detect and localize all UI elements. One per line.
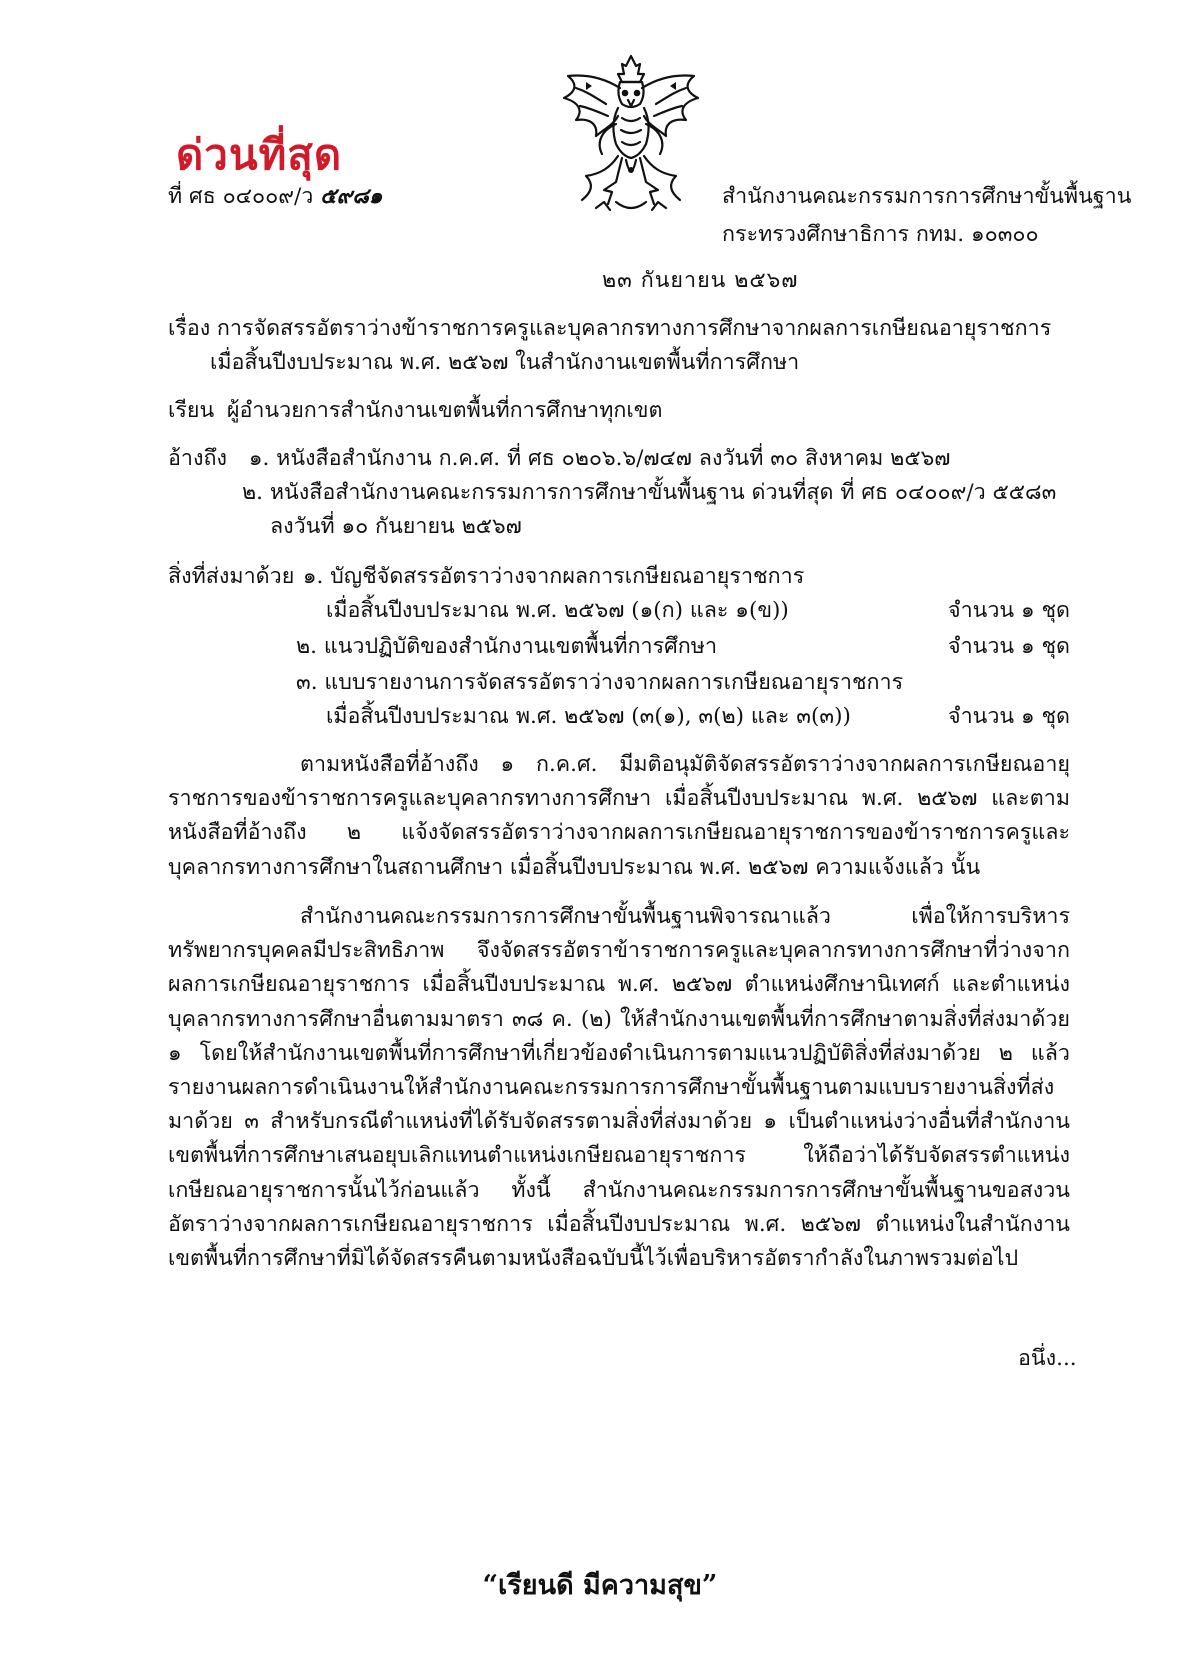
- enclosure-item3-line1: ๓. แบบรายงานการจัดสรรอัตราว่างจากผลการเกษียณอายุราชการ: [296, 670, 904, 695]
- enclosure-item1-qty: จำนวน ๑ ชุด: [947, 598, 1070, 623]
- issuing-org-line2: กระทรวงศึกษาธิการ กทม. ๑๐๓๐๐: [722, 222, 1039, 247]
- reference-item1: ๑. หนังสือสำนักงาน ก.ค.ศ. ที่ ศธ ๐๒๐๖.๖/๗๔๗ ลงวันที่ ๓๐ สิงหาคม ๒๕๖๗: [248, 446, 951, 471]
- footer-slogan: “เรียนดี มีความสุข”: [482, 1570, 718, 1601]
- reference-item2-line2: ลงวันที่ ๑๐ กันยายน ๒๕๖๗: [270, 514, 522, 539]
- subject-text-line1: การจัดสรรอัตราว่างข้าราชการครูและบุคลากรทางการศึกษาจากผลการเกษียณอายุราชการ: [216, 316, 1052, 341]
- enclosure-item3-qty: จำนวน ๑ ชุด: [947, 704, 1070, 729]
- enclosure-item2-qty: จำนวน ๑ ชุด: [947, 634, 1070, 659]
- body-paragraph1: [168, 748, 1070, 885]
- enclosure-item1-line2: เมื่อสิ้นปีงบประมาณ พ.ศ. ๒๕๖๗ (๑(ก) และ ๑(ข)): [326, 598, 789, 623]
- body-paragraph1-block: [168, 748, 1070, 885]
- body-paragraph1-text: ตามหนังสือที่อ้างถึง ๑ ก.ค.ศ. มีมติอนุมัติจัดสรรอัตราว่างจากผลการเกษียณอายุราชการของข้าราชการครูและบุคลากรทางการศึกษา เมื่อสิ้นปีงบประมาณ พ.ศ. ๒๕๖๗ และตามหนังสือที่อ้างถึง ๒ แจ้งจัดสรรอัตราว่างจากผลการเกษียณอายุราชการของข้าราชการครูและบุคลากรทางการศึกษาในสถานศึกษา เมื่อสิ้นปีงบประมาณ พ.ศ. ๒๕๖๗ ความแจ้งแล้ว นั้น: [168, 752, 1070, 880]
- garuda-emblem-icon: [556, 52, 706, 220]
- document-number-handwritten: ๕๙๘๑: [320, 184, 383, 209]
- enclosure-item2-line1: ๒. แนวปฏิบัติของสำนักงานเขตพื้นที่การศึกษา: [296, 634, 718, 659]
- addressee-label: เรียน: [168, 398, 215, 423]
- enclosure-line1: [168, 566, 804, 588]
- subject-label: เรื่อง: [168, 316, 211, 341]
- subject-text-line2: เมื่อสิ้นปีงบประมาณ พ.ศ. ๒๕๖๗ ในสำนักงานเขตพื้นที่การศึกษา: [210, 350, 800, 375]
- enclosure-item3-line2: เมื่อสิ้นปีงบประมาณ พ.ศ. ๒๕๖๗ (๓(๑), ๓(๒) และ ๓(๓)): [326, 704, 851, 729]
- reference-line1: [168, 448, 950, 470]
- document-number-prefix: ที่ ศธ ๐๔๐๐๙/ว: [168, 184, 314, 209]
- enclosure-item1-qty-row: [0, 600, 1200, 626]
- continuation-marker: อนึ่ง...: [1018, 1346, 1077, 1371]
- body-paragraph2-block: [168, 900, 1070, 1276]
- addressee-text: ผู้อำนวยการสำนักงานเขตพื้นที่การศึกษาทุกเขต: [226, 398, 663, 423]
- document-number: [168, 186, 382, 208]
- urgency-stamp: ด่วนที่สุด: [176, 130, 343, 179]
- body-paragraph2-text: สำนักงานคณะกรรมการการศึกษาขั้นพื้นฐานพิจารณาแล้ว เพื่อให้การบริหารทรัพยากรบุคคลมีประสิทธิภาพ จึงจัดสรรอัตราข้าราชการครูและบุคลากรทางการศึกษาที่ว่างจากผลการเกษียณอายุราชการ เมื่อสิ้นปีงบประมาณ พ.ศ. ๒๕๖๗ ตำแหน่งศึกษานิเทศก์ และตำแหน่งบุคลากรทางการศึกษาอื่นตามมาตรา ๓๘ ค. (๒) ให้สำนักงานเขตพื้นที่การศึกษาตามสิ่งที่ส่งมาด้วย ๑ โดยให้สำนักงานเขตพื้นที่การศึกษาที่เกี่ยวข้องดำเนินการตามแนวปฏิบัติสิ่งที่ส่งมาด้วย ๒ แล้วรายงานผลการดำเนินงานให้สำนักงานคณะกรรมการการศึกษาขั้นพื้นฐานตามแบบรายงานสิ่งที่ส่งมาด้วย ๓ สำหรับกรณีตำแหน่งที่ได้รับจัดสรรตามสิ่งที่ส่งมาด้วย ๑ เป็นตำแหน่งว่างอื่นที่สำนักงานเขตพื้นที่การศึกษาเสนอยุบเลิกแทนตำแหน่งเกษียณอายุราชการ ให้ถือว่าได้รับจัดสรรตำแหน่งเกษียณอายุราชการนั้นไว้ก่อนแล้ว ทั้งนี้ สำนักงานคณะกรรมการการศึกษาขั้นพื้นฐานขอสงวนอัตราว่างจากผลการเกษียณอายุราชการ เมื่อสิ้นปีงบประมาณ พ.ศ. ๒๕๖๗ ตำแหน่งในสำนักงานเขตพื้นที่การศึกษาที่มิได้จัดสรรคืนตามหนังสือฉบับนี้ไว้เพื่อบริหารอัตรากำลังในภาพรวมต่อไป: [168, 904, 1070, 1272]
- subject-line1: [168, 318, 1051, 340]
- reference-label: อ้างถึง: [168, 446, 227, 471]
- enclosure-item2-qty-row: [0, 636, 1200, 662]
- addressee: [168, 400, 662, 422]
- enclosure-item1-line1: ๑. บัญชีจัดสรรอัตราว่างจากผลการเกษียณอายุราชการ: [302, 564, 805, 589]
- body-paragraph2: [168, 900, 1070, 1276]
- document-date: ๒๓ กันยายน ๒๕๖๗: [602, 268, 799, 293]
- issuing-org-line1: สำนักงานคณะกรรมการการศึกษาขั้นพื้นฐาน: [722, 184, 1132, 209]
- enclosure-item3-qty-row: [0, 706, 1200, 732]
- reference-item2-line1: ๒. หนังสือสำนักงานคณะกรรมการการศึกษาขั้นพื้นฐาน ด่วนที่สุด ที่ ศธ ๐๔๐๐๙/ว ๕๕๘๓: [242, 480, 1057, 505]
- enclosure-label: สิ่งที่ส่งมาด้วย: [168, 564, 295, 589]
